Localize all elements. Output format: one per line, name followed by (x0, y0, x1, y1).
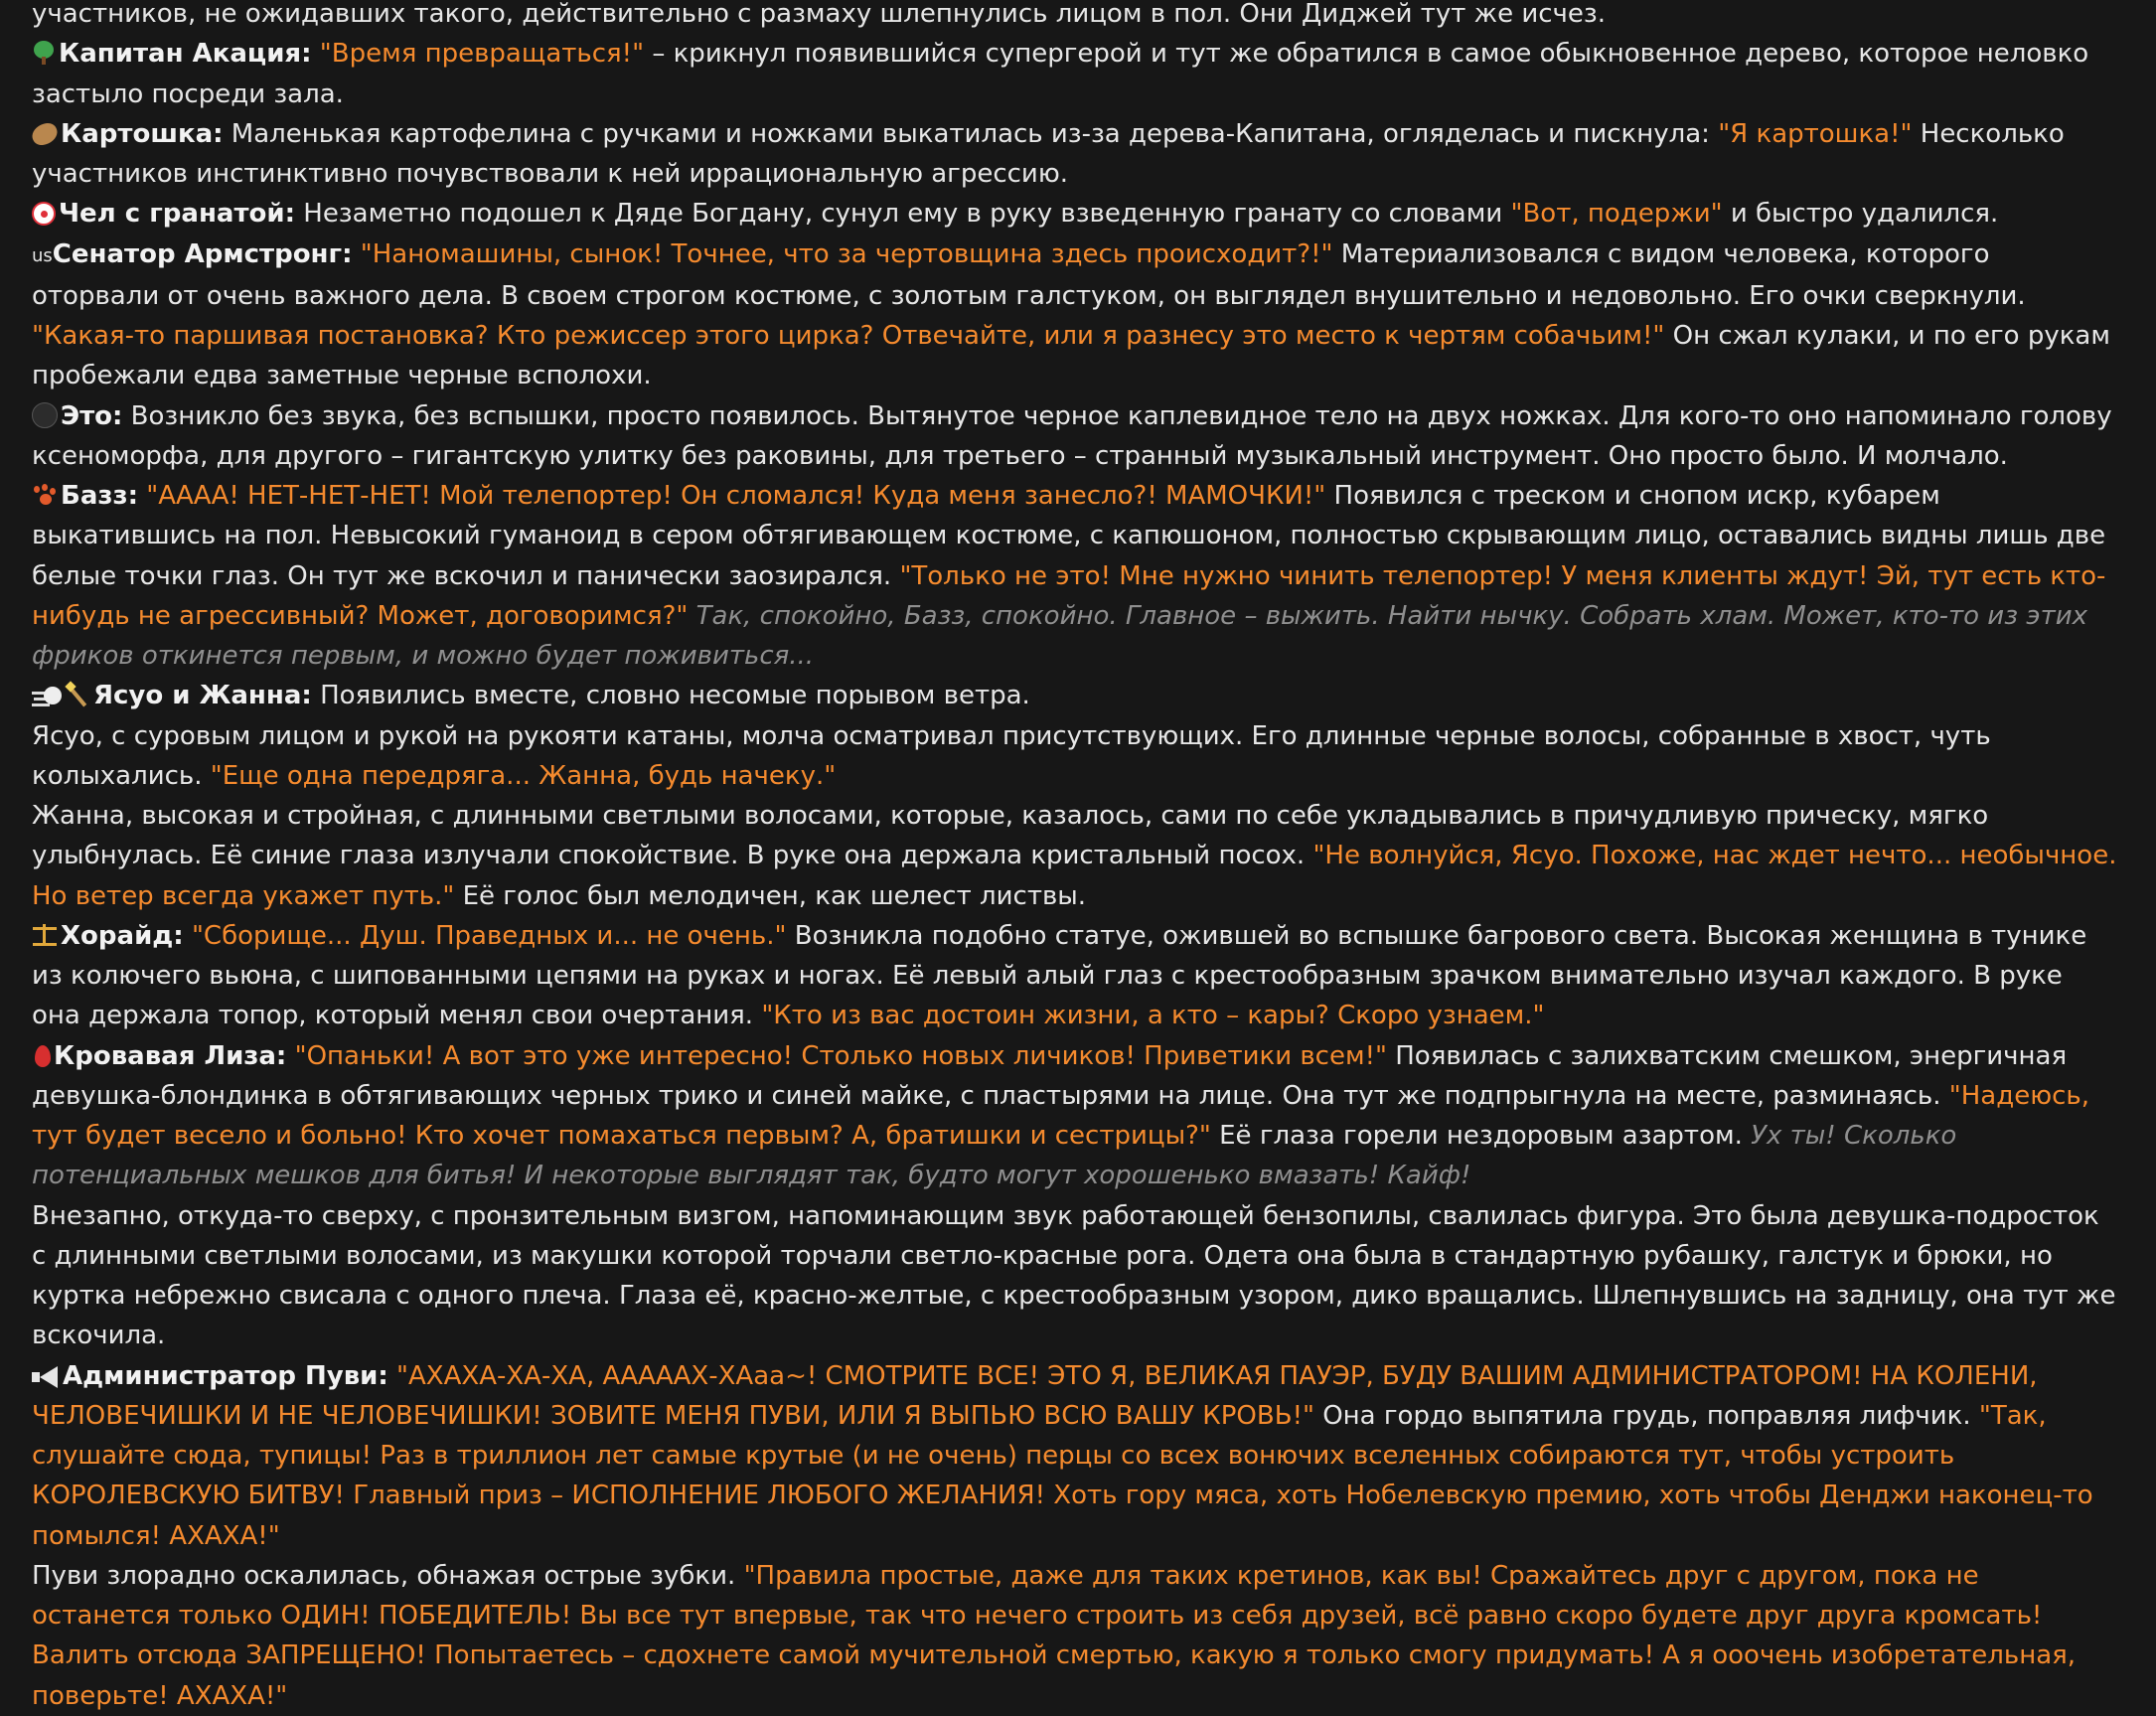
message-line (32, 1196, 2118, 1356)
narration-text: Появилась с залихватским смешком, энергичная девушка-блондинка в обтягивающих черных трико и синей майке, с пластырями на лице. Она тут же подпрыгнула на месте, разминаясь. (32, 1040, 2068, 1111)
speech-text: "Опаньки! А вот это уже интересно! Столько новых личиков! Приветики всем!" (294, 1040, 1387, 1071)
paw-icon (32, 484, 58, 508)
character-name: Это: (61, 400, 123, 431)
speech-text: "Время превращаться!" (319, 39, 645, 70)
narration-text: Возникло без звука, без вспышки, просто появилось. Вытянутое черное каплевидное тело на двух ножках. Для кого-то оно напоминало голову ксеноморфа, для другого – гигантскую улитку без раковины, для третьего – странный музыкальный инструмент. Оно просто было. И молчало. (32, 400, 2112, 471)
message-line (32, 396, 2118, 477)
speech-text: "Надеюсь, тут будет весело и больно! Кто хочет помахаться первым? А, братишки и сестрицы?" (32, 1080, 2089, 1151)
speech-text: "Не волнуйся, Ясуо. Похоже, нас ждет нечто... необычное. Но ветер всегда укажет путь." (32, 841, 2117, 911)
message-line (32, 1036, 2118, 1196)
speech-text: "Так, слушайте сюда, тупицы! Раз в триллион лет самые крутые (и не очень) перцы со всех вонючих вселенных собираются тут, чтобы устроить КОРОЛЕВСКУЮ БИТВУ! Главный приз – ИСПОЛНЕНИЕ ЛЮБОГО ЖЕЛАНИЯ! Хоть гору мяса, хоть Нобелевскую премию, хоть чтобы Денджи наконец-то помылся! АХАХА!" (32, 1400, 2093, 1551)
narration-text: Маленькая картофелина с ручками и ножками выкатилась из-за дерева-Капитана, огляделась и пискнула: (223, 118, 1719, 149)
black-circle-icon (32, 402, 58, 428)
character-name: Администратор Пуви: (63, 1360, 388, 1391)
speech-text: "Правила простые, даже для таких кретинов, как вы! Сражайтесь друг с другом, пока не останется только ОДИН! ПОБЕДИТЕЛЬ! Вы все тут впервые, так что нечего строить из себя друзей, всё равно скоро будете друг друга кромсать! Валить отсюда ЗАПРЕЩЕНО! Попытаетесь – сдохнете самой мучительной смертью, какую я только смогу придумать! А я ооочень изобретательная, поверьте! АХАХА!" (32, 1560, 2077, 1711)
character-name: Ясуо и Жанна: (93, 681, 312, 711)
message-line (32, 34, 2118, 114)
character-name: Чел с гранатой: (59, 199, 295, 230)
character-name: Капитан Акация: (59, 39, 312, 70)
speech-text: "Какая-то паршивая постановка? Кто режиссер этого цирка? Отвечайте, или я разнесу это место к чертям собачьим!" (32, 321, 1665, 351)
potato-icon (29, 119, 61, 148)
tree-icon (32, 40, 56, 66)
message-line (32, 114, 2118, 195)
dash-icon (32, 686, 62, 707)
character-name: Базз: (61, 481, 138, 511)
speech-text: "Кто из вас достоин жизни, а кто – кары? Скоро узнаем." (761, 1001, 1545, 1031)
narration-text: Её глаза горели нездоровым азартом. (1210, 1121, 1752, 1151)
message-line (32, 796, 2118, 916)
message-line (32, 234, 2118, 396)
narration-text: Появились вместе, словно несомые порывом ветра. (311, 681, 1030, 711)
narration-text: Он сжал кулаки, и по его рукам пробежали едва заметные черные всполохи. (32, 321, 2110, 391)
message-line (32, 716, 2118, 797)
message-line (32, 194, 2118, 234)
clown-icon (32, 202, 56, 226)
wand-icon (65, 682, 90, 707)
character-name: Кровавая Лиза: (54, 1040, 287, 1071)
message-line (32, 476, 2118, 676)
speech-text: "Еще одна передряга... Жанна, будь начеку." (210, 760, 837, 791)
speech-text: "Вот, подержи" (1510, 199, 1723, 230)
narration-text: Ясуо, с суровым лицом и рукой на рукояти катаны, молча осматривал присутствующих. Его длинные черные волосы, собранные в хвост, чуть колыхались. (32, 720, 1991, 791)
narration-text: Материализовался с видом человека, которого оторвали от очень важного дела. В своем строгом костюме, с золотым галстуком, он выглядел внушительно и недовольно. Его очки сверкнули. (32, 238, 2026, 311)
speech-text: "Я картошка!" (1718, 118, 1913, 149)
thought-text: Так, спокойно, Базз, спокойно. Главное – выжить. Найти нычку. Собрать хлам. Может, кто-то из этих фриков откинется первым, и можно будет поживиться... (32, 600, 2087, 671)
speech-text: "АХАХА-ХА-ХА, АААААХ-ХАаа~! СМОТРИТЕ ВСЕ! ЭТО Я, ВЕЛИКАЯ ПАУЭР, БУДУ ВАШИМ АДМИНИСТРАТОРОМ! НА КОЛЕНИ, ЧЕЛОВЕЧИШКИ И НЕ ЧЕЛОВЕЧИШКИ! ЗОВИТЕ МЕНЯ ПУВИ, ИЛИ Я ВЫПЬЮ ВСЮ ВАШУ КРОВЬ!" (32, 1360, 2038, 1431)
narration-text: Незаметно подошел к Дяде Богдану, сунул ему в руку взведенную гранату со словами (295, 199, 1511, 230)
message-line (32, 1356, 2118, 1556)
narration-text: и быстро удалился. (1722, 199, 1999, 230)
chat-log (32, 0, 2118, 1716)
narration-text: участников, не ожидавших такого, действительно с размаху шлепнулись лицом в пол. Они Диджей тут же исчез. (32, 0, 1607, 29)
us-flag-icon: us (32, 244, 53, 266)
narration-text: – крикнул появившийся супергерой и тут же обратился в самое обыкновенное дерево, которое неловко застыло посреди зала. (32, 39, 2089, 109)
message-line (32, 0, 2118, 34)
character-name: Хорайд: (61, 920, 184, 951)
speech-text: "Сборище... Душ. Праведных и... не очень." (191, 920, 787, 951)
narration-text: Возникла подобно статуе, ожившей во вспышке багрового света. Высокая женщина в тунике из колючего вьюна, с шипованными цепями на руках и ногах. Её левый алый глаз с крестообразным зрачком внимательно изучал каждого. В руке она держала топор, который менял свои очертания. (32, 920, 2087, 1031)
speech-text: "Наномашины, сынок! Точнее, что за чертовщина здесь происходит?!" (360, 238, 1333, 269)
speech-text: "Только не это! Мне нужно чинить телепортер! У меня клиенты ждут! Эй, тут есть кто-нибудь не агрессивный? Может, договоримся?" (32, 560, 2106, 631)
narration-text: Пуви злорадно оскалилась, обнажая острые зубки. (32, 1560, 744, 1591)
narration-text: Несколько участников инстинктивно почувствовали к ней иррациональную агрессию. (32, 118, 2065, 189)
megaphone-icon (32, 1366, 60, 1388)
narration-text: Внезапно, откуда-то сверху, с пронзительным визгом, напоминающим звук работающей бензопилы, свалилась фигура. Это была девушка-подросток с длинными светлыми волосами, из макушки которой торчали светло-красные рога. Одета она была в стандартную рубашку, галстук и брюки, но куртка небрежно свисала с одного плеча. Глаза её, красно-желтые, с крестообразным узором, дико вращались. Шлепнувшись на задницу, она тут же вскочила. (32, 1200, 2116, 1351)
message-line (32, 676, 2118, 715)
narration-text: Жанна, высокая и стройная, с длинными светлыми волосами, которые, казалось, сами по себе укладывались в причудливую прическу, мягко улыбнулась. Её синие глаза излучали спокойствие. В руке она держала кристальный посох. (32, 801, 1989, 871)
narration-text: Появился с треском и снопом искр, кубарем выкатившись на пол. Невысокий гуманоид в сером обтягивающем костюме, с капюшоном, полностью скрывающим лицо, оставались видны лишь две белые точки глаз. Он тут же вскочил и панически заозирался. (32, 481, 2106, 591)
narration-text: Её голос был мелодичен, как шелест листвы. (454, 880, 1087, 911)
message-line (32, 1556, 2118, 1716)
scales-icon (32, 922, 58, 948)
blood-drop-icon (35, 1045, 51, 1067)
speech-text: "АААА! НЕТ-НЕТ-НЕТ! Мой телепортер! Он сломался! Куда меня занесло?! МАМОЧКИ!" (146, 481, 1326, 511)
narration-text: Она гордо выпятила грудь, поправляя лифчик. (1313, 1400, 1979, 1431)
thought-text: Ух ты! Сколько потенциальных мешков для битья! И некоторые выглядят так, будто могут хорошенько вмазать! Кайф! (32, 1121, 1957, 1191)
message-line (32, 916, 2118, 1036)
character-name: Сенатор Армстронг: (52, 238, 353, 269)
character-name: Картошка: (61, 118, 224, 149)
